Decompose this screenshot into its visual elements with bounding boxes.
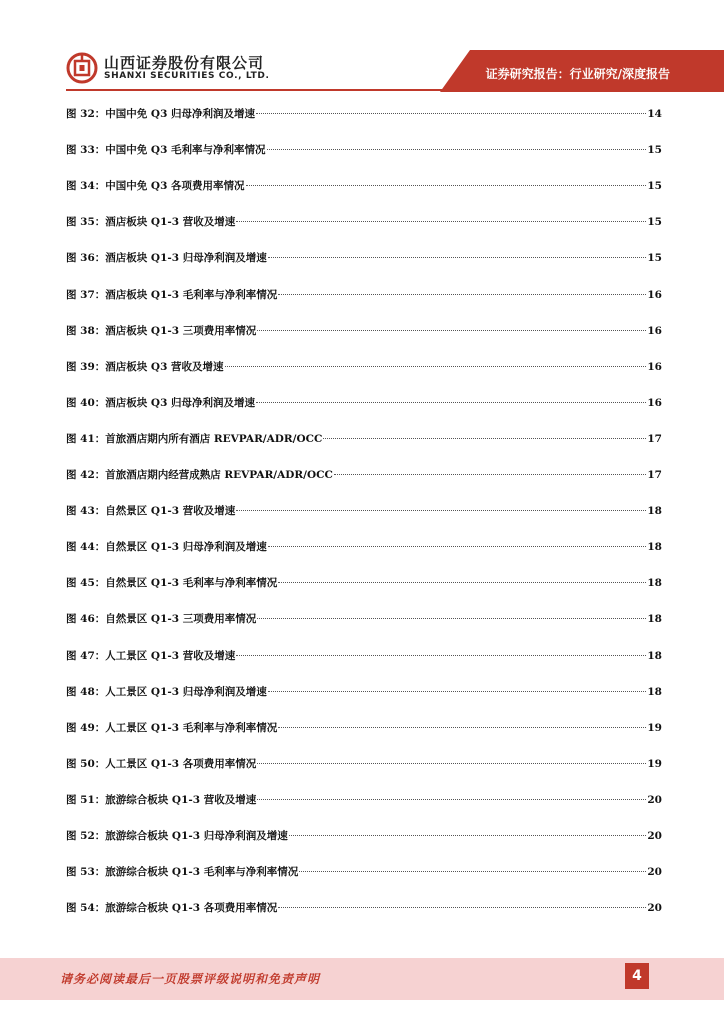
toc-leader-dots bbox=[334, 474, 647, 475]
toc-leader-dots bbox=[236, 221, 646, 222]
toc-leader-dots bbox=[257, 799, 646, 800]
toc-entry[interactable] bbox=[66, 792, 662, 808]
toc-entry[interactable] bbox=[66, 395, 662, 411]
company-name-cn: 山西证券股份有限公司 bbox=[104, 54, 265, 72]
toc-entry-page: 20 bbox=[647, 866, 662, 879]
toc-entry[interactable] bbox=[66, 720, 662, 736]
toc-entry-page: 16 bbox=[647, 360, 662, 373]
toc-leader-dots bbox=[256, 113, 646, 114]
toc-entry-page: 15 bbox=[647, 144, 662, 157]
toc-entry-page: 14 bbox=[647, 108, 662, 120]
toc-entry-page: 16 bbox=[647, 396, 662, 409]
toc-entry[interactable] bbox=[66, 539, 662, 555]
toc-entry-title: 图 36：酒店板块 Q1-3 归母净利润及增速 bbox=[66, 252, 267, 265]
toc-entry-title: 图 50：人工景区 Q1-3 各项费用率情况 bbox=[66, 757, 257, 770]
toc-entry-title: 图 40：酒店板块 Q3 归母净利润及增速 bbox=[66, 396, 256, 409]
toc-entry[interactable] bbox=[66, 250, 662, 266]
footer-disclaimer: 请务必阅读最后一页股票评级说明和免责声明 bbox=[60, 972, 321, 986]
toc-entry-page: 15 bbox=[647, 252, 662, 265]
toc-entry-title: 图 45：自然景区 Q1-3 毛利率与净利率情况 bbox=[66, 577, 278, 590]
toc-leader-dots bbox=[268, 546, 647, 547]
toc-entry[interactable] bbox=[66, 214, 662, 230]
toc-entry-title: 图 47：人工景区 Q1-3 营收及增速 bbox=[66, 649, 236, 662]
toc-leader-dots bbox=[256, 402, 646, 403]
toc-entry[interactable] bbox=[66, 756, 662, 772]
toc-entry[interactable] bbox=[66, 323, 662, 339]
toc-entry-title: 图 48：人工景区 Q1-3 归母净利润及增速 bbox=[66, 685, 267, 698]
toc-entry-page: 18 bbox=[647, 649, 662, 662]
toc-entry-page: 18 bbox=[647, 541, 662, 554]
toc-entry-title: 图 46：自然景区 Q1-3 三项费用率情况 bbox=[66, 613, 257, 626]
toc-leader-dots bbox=[257, 763, 646, 764]
page-number: 4 bbox=[625, 963, 649, 989]
toc-entry-title: 图 37：酒店板块 Q1-3 毛利率与净利率情况 bbox=[66, 288, 278, 301]
toc-leader-dots bbox=[278, 727, 646, 728]
toc-leader-dots bbox=[257, 618, 646, 619]
toc-entry-title: 图 34：中国中免 Q3 各项费用率情况 bbox=[66, 180, 245, 193]
toc-leader-dots bbox=[278, 907, 646, 908]
toc-entry[interactable] bbox=[66, 864, 662, 880]
toc-entry-page: 19 bbox=[647, 757, 662, 770]
company-name-en: SHANXI SECURITIES CO., LTD. bbox=[104, 71, 270, 81]
toc-entry-title: 图 38：酒店板块 Q1-3 三项费用率情况 bbox=[66, 324, 257, 337]
toc-entry-title: 图 51：旅游综合板块 Q1-3 营收及增速 bbox=[66, 793, 257, 806]
toc-entry-title: 图 54：旅游综合板块 Q1-3 各项费用率情况 bbox=[66, 902, 278, 915]
toc-entry[interactable] bbox=[66, 142, 662, 158]
toc-entry[interactable] bbox=[66, 648, 662, 664]
toc-entry[interactable] bbox=[66, 611, 662, 627]
toc-entry[interactable] bbox=[66, 828, 662, 844]
toc-entry[interactable] bbox=[66, 684, 662, 700]
toc-leader-dots bbox=[236, 655, 646, 656]
toc-entry-page: 17 bbox=[647, 432, 662, 445]
toc-leader-dots bbox=[323, 438, 646, 439]
toc-entry-title: 图 35：酒店板块 Q1-3 营收及增速 bbox=[66, 216, 236, 229]
toc-entry-title: 图 33：中国中免 Q3 毛利率与净利率情况 bbox=[66, 144, 266, 157]
toc-entry[interactable] bbox=[66, 106, 662, 122]
toc-entry[interactable] bbox=[66, 467, 662, 483]
toc-entry-page: 15 bbox=[647, 216, 662, 229]
toc-entry[interactable] bbox=[66, 178, 662, 194]
toc-leader-dots bbox=[257, 330, 646, 331]
toc-entry-page: 20 bbox=[647, 793, 662, 806]
toc-entry-page: 18 bbox=[647, 685, 662, 698]
toc-leader-dots bbox=[267, 149, 647, 150]
toc-leader-dots bbox=[236, 510, 646, 511]
page-header bbox=[0, 0, 724, 92]
toc-leader-dots bbox=[268, 257, 647, 258]
report-type: 证券研究报告：行业研究/深度报告 bbox=[485, 67, 670, 81]
toc-entry-title: 图 49：人工景区 Q1-3 毛利率与净利率情况 bbox=[66, 721, 278, 734]
toc-leader-dots bbox=[278, 294, 646, 295]
toc-entry[interactable] bbox=[66, 287, 662, 303]
toc-leader-dots bbox=[268, 691, 647, 692]
toc-entry-page: 18 bbox=[647, 577, 662, 590]
toc-entry-page: 20 bbox=[647, 902, 662, 915]
toc-entry-page: 20 bbox=[647, 830, 662, 842]
toc-leader-dots bbox=[246, 185, 647, 186]
toc-leader-dots bbox=[225, 366, 647, 367]
toc-entry[interactable] bbox=[66, 575, 662, 591]
toc-entry-title: 图 41：首旅酒店期内所有酒店 REVPAR/ADR/OCC bbox=[66, 432, 323, 445]
toc-entry-title: 图 44：自然景区 Q1-3 归母净利润及增速 bbox=[66, 541, 267, 554]
toc-leader-dots bbox=[299, 871, 646, 872]
toc-entry-page: 17 bbox=[647, 469, 662, 481]
toc-entry[interactable] bbox=[66, 503, 662, 519]
toc-entry-title: 图 43：自然景区 Q1-3 营收及增速 bbox=[66, 505, 236, 518]
toc-entry-page: 18 bbox=[647, 613, 662, 626]
toc-entry-title: 图 42：首旅酒店期内经营成熟店 REVPAR/ADR/OCC bbox=[66, 469, 333, 481]
toc-entry-page: 16 bbox=[647, 324, 662, 337]
toc-entry-title: 图 32：中国中免 Q3 归母净利润及增速 bbox=[66, 108, 256, 120]
toc-entry-page: 15 bbox=[647, 180, 662, 193]
toc-entry-page: 16 bbox=[647, 288, 662, 301]
toc-entry-title: 图 39：酒店板块 Q3 营收及增速 bbox=[66, 360, 224, 373]
toc-leader-dots bbox=[278, 582, 646, 583]
toc-entry-title: 图 53：旅游综合板块 Q1-3 毛利率与净利率情况 bbox=[66, 866, 299, 879]
toc-entry-page: 19 bbox=[647, 721, 662, 734]
toc-entry-page: 18 bbox=[647, 505, 662, 518]
toc-entry[interactable] bbox=[66, 431, 662, 447]
toc-entry[interactable] bbox=[66, 900, 662, 916]
toc-entry-title: 图 52：旅游综合板块 Q1-3 归母净利润及增速 bbox=[66, 830, 288, 842]
toc-entry[interactable] bbox=[66, 359, 662, 375]
company-logo-icon bbox=[66, 52, 98, 84]
toc-leader-dots bbox=[289, 835, 647, 836]
